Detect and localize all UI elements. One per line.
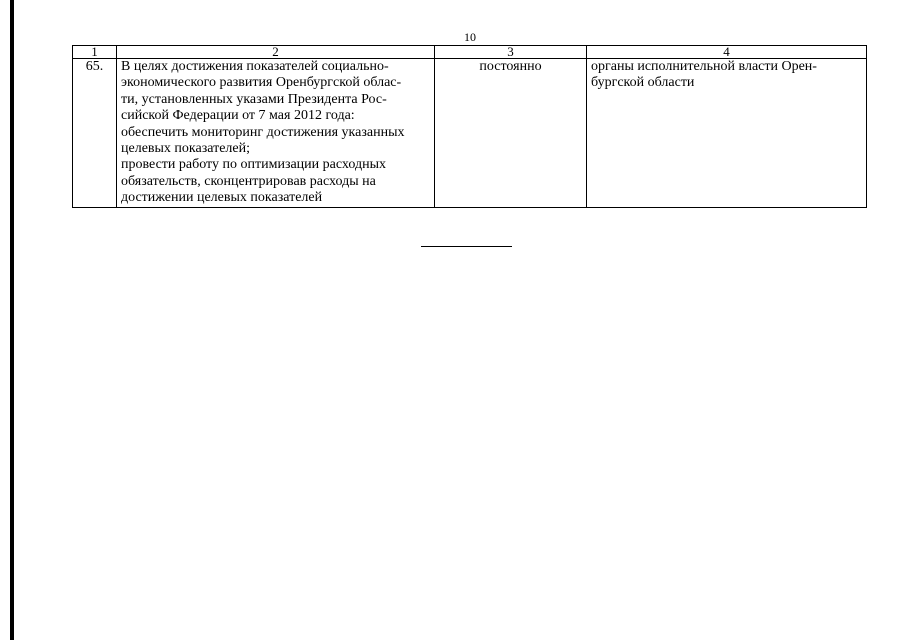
term-cell: постоянно xyxy=(435,59,587,208)
header-col-4: 4 xyxy=(587,46,867,59)
measure-line: В целях достижения показателей социально- xyxy=(121,59,389,74)
scan-edge xyxy=(10,0,14,640)
measure-line: обязательств, сконцентрировав расходы на xyxy=(121,173,376,189)
table-row xyxy=(73,59,867,208)
measure-line: сийской Федерации от 7 мая 2012 года: xyxy=(121,108,355,124)
executor-cell xyxy=(587,59,867,208)
measure-line: экономического развития Оренбургской облас- xyxy=(121,75,402,91)
measure-line: целевых показателей; xyxy=(121,141,251,157)
header-col-3: 3 xyxy=(435,46,587,59)
executor-line: органы исполнительной власти Орен- xyxy=(591,59,817,74)
measure-line: ти, установленных указами Президента Рос- xyxy=(121,91,387,107)
header-col-2: 2 xyxy=(117,46,435,59)
measure-text xyxy=(117,59,435,208)
measure-line: достижении целевых показателей xyxy=(121,190,323,206)
page-number: 10 xyxy=(464,30,476,44)
end-rule xyxy=(421,246,512,247)
row-number: 65. xyxy=(73,59,117,208)
measure-line: обеспечить мониторинг достижения указанных xyxy=(121,124,405,140)
measures-table xyxy=(72,45,867,208)
header-col-1: 1 xyxy=(73,46,117,59)
measure-line: провести работу по оптимизации расходных xyxy=(121,157,386,173)
table-header-row xyxy=(73,46,867,59)
executor-line: бургской области xyxy=(591,75,695,91)
